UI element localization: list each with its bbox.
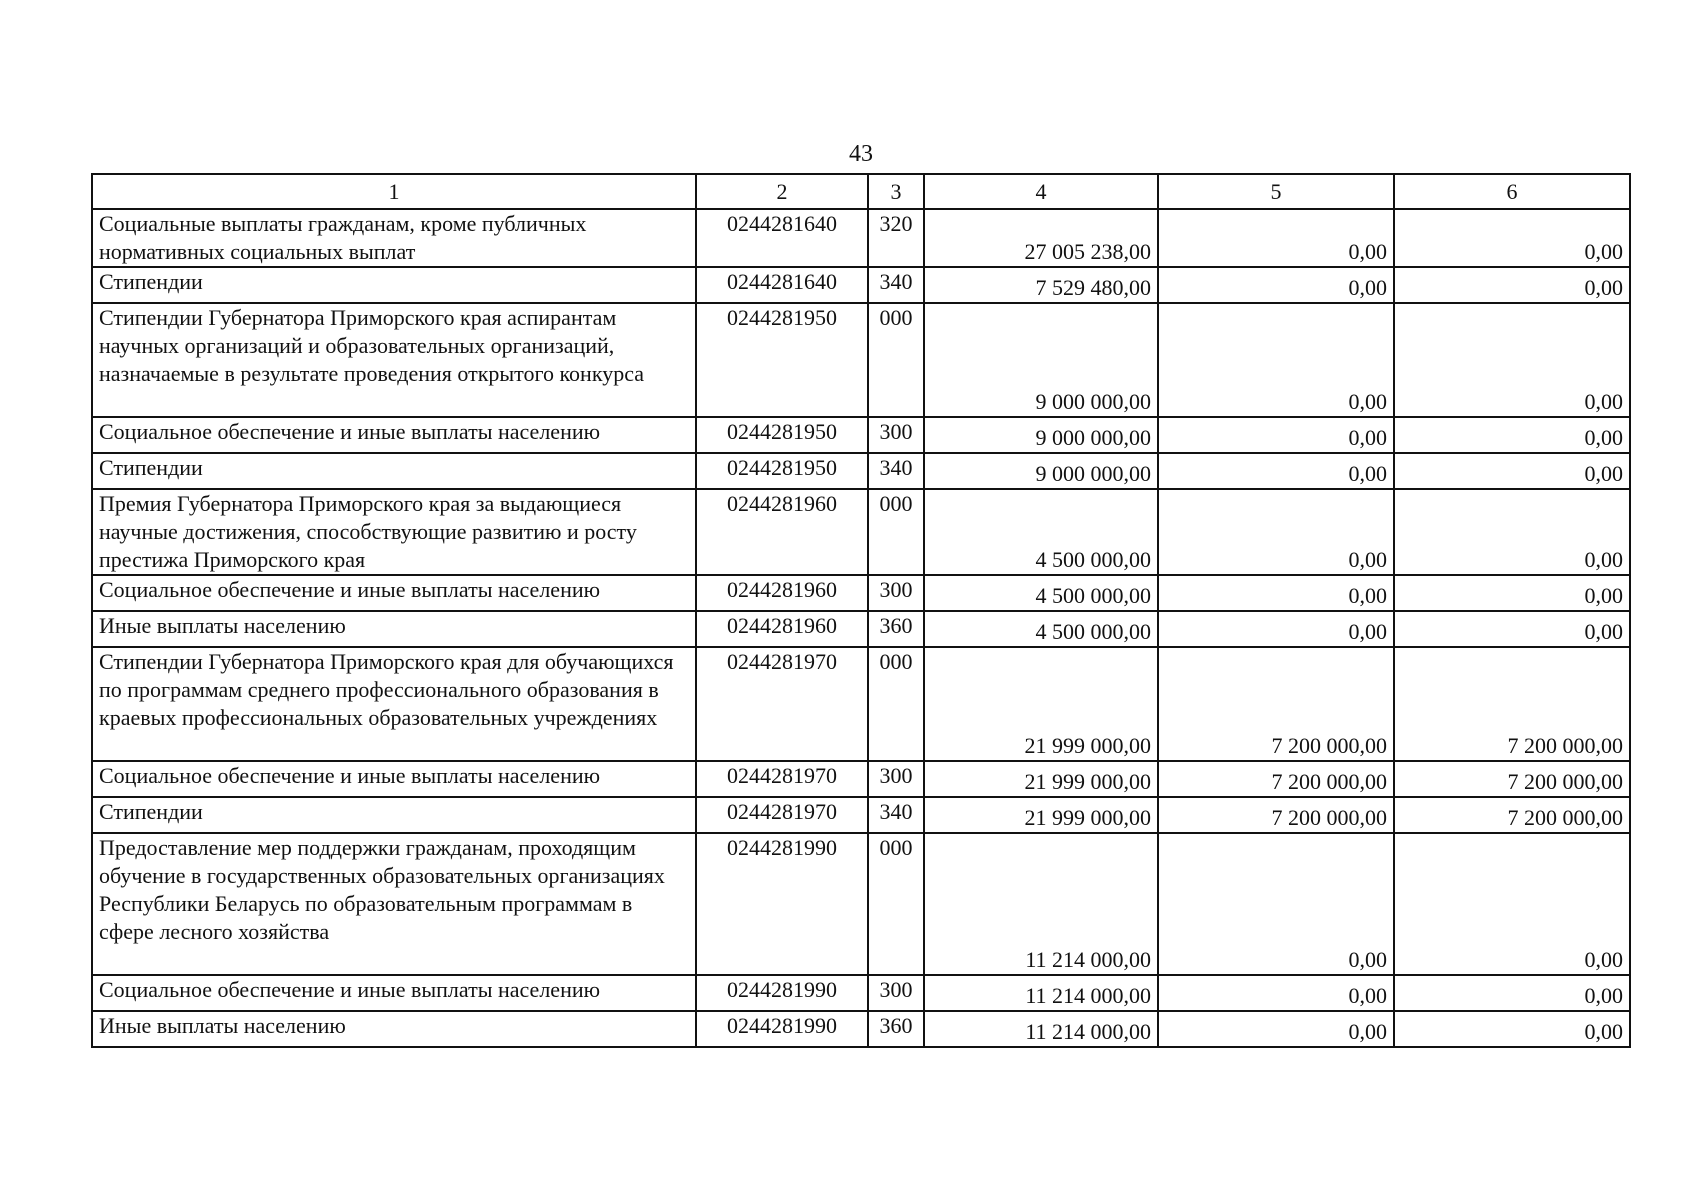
row-name: Социальное обеспечение и иные выплаты населению xyxy=(92,975,696,1011)
row-target-code: 0244281970 xyxy=(696,647,868,761)
row-amount-col6: 0,00 xyxy=(1394,833,1630,975)
row-amount-col5: 7 200 000,00 xyxy=(1158,647,1394,761)
table-row xyxy=(92,209,1630,267)
row-amount-col6: 7 200 000,00 xyxy=(1394,761,1630,797)
row-expense-type: 300 xyxy=(868,761,924,797)
row-amount-col6: 0,00 xyxy=(1394,209,1630,267)
table-header-row xyxy=(92,174,1630,209)
row-amount-col4: 21 999 000,00 xyxy=(924,761,1158,797)
row-name: Стипендии xyxy=(92,453,696,489)
row-amount-col6: 0,00 xyxy=(1394,453,1630,489)
row-amount-col4: 9 000 000,00 xyxy=(924,453,1158,489)
row-amount-col5: 0,00 xyxy=(1158,833,1394,975)
row-target-code: 0244281640 xyxy=(696,209,868,267)
row-expense-type: 000 xyxy=(868,303,924,417)
row-expense-type: 000 xyxy=(868,489,924,575)
row-amount-col4: 21 999 000,00 xyxy=(924,647,1158,761)
page-number: 43 xyxy=(849,141,873,167)
column-header: 2 xyxy=(696,174,868,209)
table-row xyxy=(92,453,1630,489)
row-amount-col6: 0,00 xyxy=(1394,417,1630,453)
row-expense-type: 340 xyxy=(868,267,924,303)
table-row xyxy=(92,303,1630,417)
row-amount-col4: 9 000 000,00 xyxy=(924,417,1158,453)
table-row xyxy=(92,833,1630,975)
row-name: Стипендии xyxy=(92,267,696,303)
row-amount-col4: 4 500 000,00 xyxy=(924,489,1158,575)
row-amount-col6: 0,00 xyxy=(1394,303,1630,417)
row-target-code: 0244281970 xyxy=(696,761,868,797)
row-amount-col6: 0,00 xyxy=(1394,611,1630,647)
column-header: 5 xyxy=(1158,174,1394,209)
column-header: 4 xyxy=(924,174,1158,209)
row-expense-type: 300 xyxy=(868,417,924,453)
row-name: Стипендии xyxy=(92,797,696,833)
row-name: Социальное обеспечение и иные выплаты населению xyxy=(92,761,696,797)
table-row xyxy=(92,575,1630,611)
row-expense-type: 360 xyxy=(868,1011,924,1047)
row-amount-col5: 0,00 xyxy=(1158,417,1394,453)
row-amount-col4: 9 000 000,00 xyxy=(924,303,1158,417)
table-row xyxy=(92,647,1630,761)
row-amount-col5: 7 200 000,00 xyxy=(1158,761,1394,797)
row-amount-col4: 27 005 238,00 xyxy=(924,209,1158,267)
row-target-code: 0244281960 xyxy=(696,611,868,647)
row-expense-type: 300 xyxy=(868,575,924,611)
table-row xyxy=(92,975,1630,1011)
row-target-code: 0244281640 xyxy=(696,267,868,303)
table-row xyxy=(92,761,1630,797)
row-target-code: 0244281950 xyxy=(696,303,868,417)
row-expense-type: 000 xyxy=(868,647,924,761)
row-amount-col6: 0,00 xyxy=(1394,975,1630,1011)
row-amount-col6: 0,00 xyxy=(1394,1011,1630,1047)
row-expense-type: 000 xyxy=(868,833,924,975)
row-target-code: 0244281960 xyxy=(696,489,868,575)
row-amount-col6: 7 200 000,00 xyxy=(1394,647,1630,761)
row-amount-col5: 0,00 xyxy=(1158,975,1394,1011)
row-amount-col5: 0,00 xyxy=(1158,453,1394,489)
row-name: Иные выплаты населению xyxy=(92,611,696,647)
table-row xyxy=(92,267,1630,303)
row-amount-col4: 11 214 000,00 xyxy=(924,975,1158,1011)
row-amount-col6: 0,00 xyxy=(1394,489,1630,575)
row-name: Стипендии Губернатора Приморского края для обучающихся по программам среднего профессионального образования в краевых профессиональных образовательных учреждениях xyxy=(92,647,696,761)
column-header: 3 xyxy=(868,174,924,209)
row-amount-col6: 0,00 xyxy=(1394,267,1630,303)
row-amount-col4: 4 500 000,00 xyxy=(924,611,1158,647)
row-amount-col5: 0,00 xyxy=(1158,267,1394,303)
row-amount-col5: 0,00 xyxy=(1158,209,1394,267)
row-amount-col5: 0,00 xyxy=(1158,303,1394,417)
row-expense-type: 340 xyxy=(868,797,924,833)
row-name: Иные выплаты населению xyxy=(92,1011,696,1047)
row-target-code: 0244281950 xyxy=(696,417,868,453)
row-expense-type: 360 xyxy=(868,611,924,647)
column-header: 6 xyxy=(1394,174,1630,209)
row-amount-col4: 11 214 000,00 xyxy=(924,833,1158,975)
row-name: Социальные выплаты гражданам, кроме публичных нормативных социальных выплат xyxy=(92,209,696,267)
row-name: Предоставление мер поддержки гражданам, проходящим обучение в государственных образовательных организациях Республики Беларусь по образовательным программам в сфере лесного хозяйства xyxy=(92,833,696,975)
row-amount-col5: 0,00 xyxy=(1158,611,1394,647)
row-target-code: 0244281970 xyxy=(696,797,868,833)
row-amount-col6: 7 200 000,00 xyxy=(1394,797,1630,833)
table-row xyxy=(92,797,1630,833)
table-row xyxy=(92,417,1630,453)
row-target-code: 0244281990 xyxy=(696,833,868,975)
row-expense-type: 300 xyxy=(868,975,924,1011)
row-name: Социальное обеспечение и иные выплаты населению xyxy=(92,417,696,453)
row-target-code: 0244281960 xyxy=(696,575,868,611)
column-header: 1 xyxy=(92,174,696,209)
row-expense-type: 340 xyxy=(868,453,924,489)
row-target-code: 0244281990 xyxy=(696,975,868,1011)
row-amount-col4: 7 529 480,00 xyxy=(924,267,1158,303)
row-amount-col5: 7 200 000,00 xyxy=(1158,797,1394,833)
budget-table xyxy=(91,173,1631,1048)
row-amount-col6: 0,00 xyxy=(1394,575,1630,611)
table-row xyxy=(92,489,1630,575)
row-expense-type: 320 xyxy=(868,209,924,267)
row-amount-col4: 21 999 000,00 xyxy=(924,797,1158,833)
row-name: Премия Губернатора Приморского края за выдающиеся научные достижения, способствующие развитию и росту престижа Приморского края xyxy=(92,489,696,575)
table-row xyxy=(92,611,1630,647)
row-target-code: 0244281950 xyxy=(696,453,868,489)
row-name: Социальное обеспечение и иные выплаты населению xyxy=(92,575,696,611)
row-amount-col5: 0,00 xyxy=(1158,1011,1394,1047)
row-amount-col4: 11 214 000,00 xyxy=(924,1011,1158,1047)
row-amount-col4: 4 500 000,00 xyxy=(924,575,1158,611)
table-row xyxy=(92,1011,1630,1047)
row-amount-col5: 0,00 xyxy=(1158,489,1394,575)
row-name: Стипендии Губернатора Приморского края аспирантам научных организаций и образовательных организаций, назначаемые в результате проведения открытого конкурса xyxy=(92,303,696,417)
row-amount-col5: 0,00 xyxy=(1158,575,1394,611)
row-target-code: 0244281990 xyxy=(696,1011,868,1047)
